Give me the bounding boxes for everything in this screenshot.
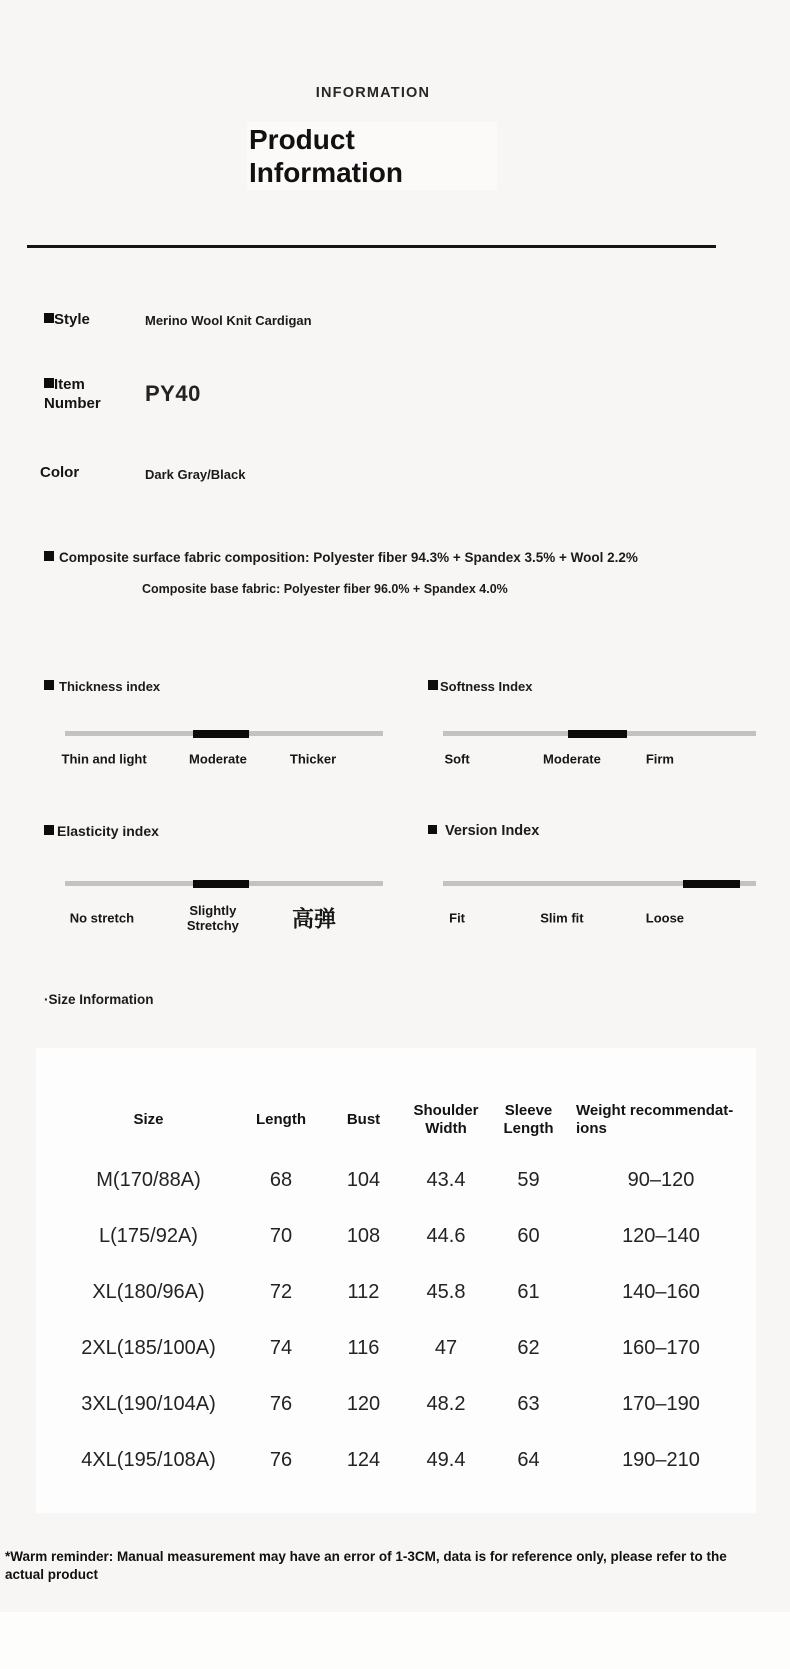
elasticity-label-slightly-stretchy: Slightly Stretchy bbox=[186, 903, 239, 933]
color-value: Dark Gray/Black bbox=[145, 467, 246, 482]
black-square-icon bbox=[44, 680, 54, 690]
thickness-index-labels bbox=[61, 741, 383, 777]
softness-index-title: Softness Index bbox=[428, 679, 756, 694]
style-value: Merino Wool Knit Cardigan bbox=[145, 313, 312, 328]
version-label-loose: Loose bbox=[645, 910, 685, 926]
softness-label-soft: Soft bbox=[444, 751, 470, 767]
thickness-index-section bbox=[44, 679, 383, 767]
version-label-fit: Fit bbox=[449, 910, 466, 926]
item-number-label-line-2: Number bbox=[44, 395, 101, 412]
size-table-row-3xl: 3XL(190/104A) 76 120 48.2 63 170–190 bbox=[81, 1392, 700, 1415]
version-label-slim-fit: Slim fit bbox=[540, 910, 584, 926]
title-divider bbox=[27, 245, 716, 248]
size-table-header-shoulder-width: Shoulder Width bbox=[413, 1102, 479, 1137]
size-information-heading: ·Size Information bbox=[44, 992, 154, 1007]
page-title-line-2: Information bbox=[249, 157, 403, 188]
thickness-label-thicker: Thicker bbox=[289, 751, 337, 767]
fabric-surface-text: Composite surface fabric composition: Polyester fiber 94.3% + Spandex 3.5% + Wool 2.2% bbox=[59, 550, 638, 565]
page-title-line-1: Product bbox=[249, 124, 355, 155]
softness-index-track bbox=[443, 731, 756, 736]
softness-label-moderate: Moderate bbox=[543, 751, 601, 767]
size-table-header-length: Length bbox=[256, 1111, 306, 1128]
information-eyebrow: INFORMATION bbox=[315, 85, 431, 101]
version-index-marker bbox=[683, 880, 740, 888]
elasticity-index-labels bbox=[65, 900, 383, 936]
elasticity-index-track bbox=[65, 881, 383, 886]
size-table-header-sleeve-length: Sleeve Length bbox=[503, 1102, 554, 1137]
softness-index-marker bbox=[568, 730, 627, 738]
item-number-label bbox=[44, 375, 101, 413]
elasticity-index-title: Elasticity index bbox=[44, 823, 383, 839]
size-table-header-size: Size bbox=[133, 1111, 164, 1128]
bottom-white-strip bbox=[0, 1612, 790, 1669]
version-index-track bbox=[443, 881, 756, 886]
black-square-icon bbox=[44, 551, 54, 561]
size-table-row-l: L(175/92A) 70 108 44.6 60 120–140 bbox=[99, 1224, 700, 1247]
elasticity-index-section bbox=[44, 823, 383, 933]
black-square-icon bbox=[44, 825, 54, 835]
size-table-row-2xl: 2XL(185/100A) 74 116 47 62 160–170 bbox=[81, 1336, 700, 1359]
fabric-base-composition: Composite base fabric: Polyester fiber 96.0% + Spandex 4.0% bbox=[142, 582, 508, 596]
thickness-index-title: Thickness index bbox=[44, 679, 383, 694]
version-index-labels bbox=[443, 900, 756, 936]
version-index-title: Version Index bbox=[428, 823, 756, 839]
black-square-icon bbox=[428, 680, 438, 690]
black-square-icon bbox=[44, 313, 54, 323]
fabric-surface-composition bbox=[44, 550, 638, 565]
size-table-row-xl: XL(180/96A) 72 112 45.8 61 140–160 bbox=[92, 1280, 700, 1303]
size-table-header-bust: Bust bbox=[346, 1111, 381, 1128]
warm-reminder-text: *Warm reminder: Manual measurement may have an error of 1-3CM, data is for reference only, please refer to the actual product bbox=[5, 1549, 727, 1582]
size-table-header-row bbox=[36, 1088, 756, 1152]
thickness-label-moderate: Moderate bbox=[189, 751, 247, 767]
page-title bbox=[249, 123, 403, 189]
size-table-row-m: M(170/88A) 68 104 43.4 59 90–120 bbox=[96, 1168, 695, 1191]
size-table-header-weight: Weight recommendat- ions bbox=[576, 1102, 734, 1137]
softness-index-labels bbox=[443, 741, 756, 777]
size-table-card bbox=[36, 1048, 756, 1513]
elasticity-label-no-stretch: No stretch bbox=[69, 910, 135, 926]
version-index-section bbox=[428, 823, 756, 926]
thickness-index-marker bbox=[193, 730, 249, 738]
softness-label-firm: Firm bbox=[645, 751, 674, 767]
black-square-icon bbox=[44, 378, 54, 388]
elasticity-index-marker bbox=[193, 880, 249, 888]
softness-index-section bbox=[428, 679, 756, 767]
thickness-index-track bbox=[65, 731, 383, 736]
elasticity-label-high-stretch: 高弹 bbox=[291, 906, 336, 932]
color-label: Color bbox=[40, 464, 80, 481]
size-table-row-4xl: 4XL(195/108A) 76 124 49.4 64 190–210 bbox=[81, 1448, 700, 1471]
black-square-icon bbox=[428, 825, 437, 834]
style-label-text: Style bbox=[54, 311, 90, 328]
item-number-value: PY40 bbox=[145, 381, 201, 406]
item-number-label-line-1: Item bbox=[44, 375, 101, 394]
thickness-label-thin: Thin and light bbox=[61, 751, 147, 767]
style-label bbox=[44, 311, 90, 328]
